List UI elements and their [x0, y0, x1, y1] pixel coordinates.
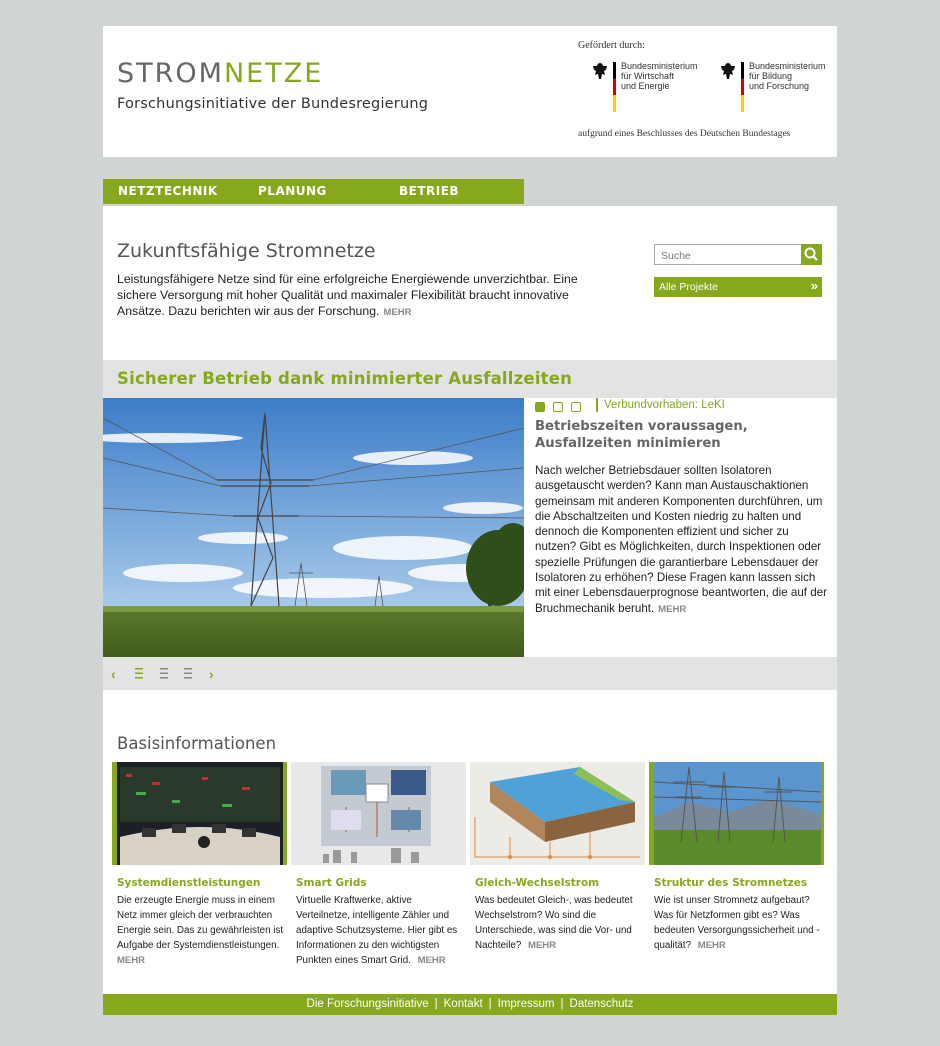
slide-bar-icon[interactable] — [184, 668, 192, 679]
info-card-gleich-wechselstrom[interactable] — [470, 762, 645, 951]
chevron-right-icon[interactable]: › — [209, 666, 214, 682]
footer-link-impressum[interactable]: Impressum — [497, 998, 555, 1010]
card-more-link[interactable]: MEHR — [117, 955, 145, 966]
double-chevron-right-icon: » — [810, 278, 818, 293]
nav-item-betrieb[interactable]: BETRIEB — [399, 184, 460, 198]
flag-stripe — [613, 62, 616, 112]
intro-paragraph: Leistungsfähigere Netze sind für eine erfolgreiche Energiewende unverzichtbar. Eine sichere Versorgung mit hoher Qualität und maximaler Flexibilität braucht innovative Ansätze. Dazu berichten wir aus der Forschung. — [117, 272, 578, 318]
slide-bar-icon[interactable] — [160, 668, 168, 679]
info-card-struktur[interactable] — [649, 762, 824, 951]
card-title[interactable]: Gleich-Wechselstrom — [475, 877, 600, 889]
card-title[interactable]: Systemdienstleistungen — [117, 877, 261, 889]
info-card-smart-grids[interactable] — [291, 762, 466, 966]
footer-separator: | — [488, 998, 492, 1010]
chevron-left-icon[interactable]: ‹ — [111, 666, 116, 682]
card-text — [296, 893, 464, 968]
nav-item-netztechnik[interactable]: NETZTECHNIK — [118, 184, 218, 198]
funded-label: Gefördert durch: — [578, 40, 645, 51]
intro-title: Zukunftsfähige Stromnetze — [117, 240, 376, 262]
ministry-logo-bmbf[interactable] — [719, 62, 839, 114]
eagle-icon — [719, 62, 737, 80]
logo-accent: NETZE — [223, 58, 324, 89]
feature-more-link[interactable]: MEHR — [658, 603, 687, 615]
search-field — [654, 244, 802, 265]
basics-title: Basisinformationen — [117, 734, 277, 753]
footer-link-kontakt[interactable]: Kontakt — [443, 998, 483, 1010]
info-card-systemdienstleistungen[interactable] — [112, 762, 287, 966]
card-more-link[interactable]: MEHR — [417, 955, 446, 966]
all-projects-label: Alle Projekte — [659, 281, 718, 293]
card-image[interactable] — [470, 762, 645, 865]
ministry-name: Bundesministerium für Bildung und Forschung — [749, 61, 826, 91]
logo-prefix: STROM — [117, 58, 224, 89]
feature-title: Sicherer Betrieb dank minimierter Ausfallzeiten — [117, 369, 573, 388]
feature-header — [103, 360, 837, 398]
slide-indicator-3[interactable] — [571, 402, 581, 412]
card-more-link[interactable]: MEHR — [528, 940, 557, 951]
card-text — [654, 893, 822, 953]
footer-link-datenschutz[interactable]: Datenschutz — [569, 998, 634, 1010]
nav-item-planung[interactable]: PLANUNG — [258, 184, 327, 198]
flag-stripe — [741, 62, 744, 112]
slide-bar-icon[interactable] — [135, 668, 143, 679]
feature-image — [103, 398, 524, 657]
card-description: Virtuelle Kraftwerke, aktive Verteilnetze, intelligente Zähler und adaptive Schutzsysteme. Hier gibt es Informationen zu den wichtigsten Punkten eines Smart Grid. — [296, 895, 458, 966]
card-image[interactable] — [291, 762, 466, 865]
substation-photo — [649, 762, 824, 865]
card-image[interactable] — [649, 762, 824, 865]
search-input[interactable] — [659, 246, 801, 265]
smart-grid-diagram — [291, 762, 466, 865]
card-text — [117, 893, 285, 968]
offshore-cable-illustration — [470, 762, 645, 865]
feature-paragraph: Nach welcher Betriebsdauer sollten Isolatoren ausgetauscht werden? Kann man Austauschaktionen gemeinsam mit anderen Komponenten durchführen, um die Abschaltzeiten und Kosten niedrig zu halten und dennoch die Komponenten effizient und sicher zu nutzen? Gibt es Möglichkeiten, durch Inspektionen oder spezielle Prüfungen die garantierbare Lebensdauer der Isolatoren zu erhöhen? Diese Fragen kann lassen sich mit einer Lebensdauerprognose beantworten, die auf der Bruchmechanik beruht. — [535, 464, 827, 615]
slide-indicator-2[interactable] — [553, 402, 563, 412]
site-logo[interactable] — [117, 59, 323, 89]
basics-section — [103, 690, 837, 994]
all-projects-button[interactable] — [654, 277, 822, 297]
ministry-name: Bundesministerium für Wirtschaft und Energie — [621, 61, 698, 91]
power-line-photo — [103, 398, 524, 657]
footer-separator: | — [560, 998, 564, 1010]
card-title[interactable]: Smart Grids — [296, 877, 367, 889]
intro-section — [103, 206, 837, 360]
site-header — [103, 26, 837, 157]
slide-indicator-1[interactable] — [535, 402, 545, 412]
card-more-link[interactable]: MEHR — [697, 940, 726, 951]
card-description: Wie ist unser Stromnetz aufgebaut? Was für Netzformen gibt es? Was bedeuten Versorgungssicherheit und -qualität? — [654, 895, 820, 951]
feature-project-label: Verbundvorhaben: LeKI — [596, 398, 725, 412]
eagle-icon — [591, 62, 609, 80]
card-description: Was bedeutet Gleich-, was bedeutet Wechselstrom? Wo sind die Unterschiede, was sind die Vor- und Nachteile? — [475, 895, 633, 951]
card-image[interactable] — [112, 762, 287, 865]
feature-content — [524, 398, 837, 657]
feature-text — [535, 463, 833, 617]
ministry-logo-bmwi[interactable] — [591, 62, 711, 114]
feature-headline: Betriebszeiten voraussagen, Ausfallzeiten minimieren — [535, 419, 748, 451]
main-nav — [103, 179, 524, 204]
card-description: Die erzeugte Energie muss in einem Netz immer gleich der verbrauchten Energie sein. Das zu gewährleisten ist Aufgabe der Systemdienstleistungen. — [117, 895, 284, 951]
intro-text — [117, 271, 587, 321]
card-text — [475, 893, 643, 953]
footer-link-forschungsinitiative[interactable]: Die Forschungsinitiative — [306, 998, 429, 1010]
logo-subtitle: Forschungsinitiative der Bundesregierung — [117, 96, 429, 112]
card-title[interactable]: Struktur des Stromnetzes — [654, 877, 808, 889]
search-icon — [801, 244, 822, 265]
search-button[interactable] — [801, 244, 822, 265]
slider-controls — [103, 657, 837, 690]
footer-separator: | — [434, 998, 438, 1010]
bundestag-note: aufgrund eines Beschlusses des Deutschen Bundestages — [578, 129, 791, 139]
control-room-photo — [112, 762, 287, 865]
site-footer — [103, 994, 837, 1015]
intro-more-link[interactable]: MEHR — [383, 307, 412, 318]
